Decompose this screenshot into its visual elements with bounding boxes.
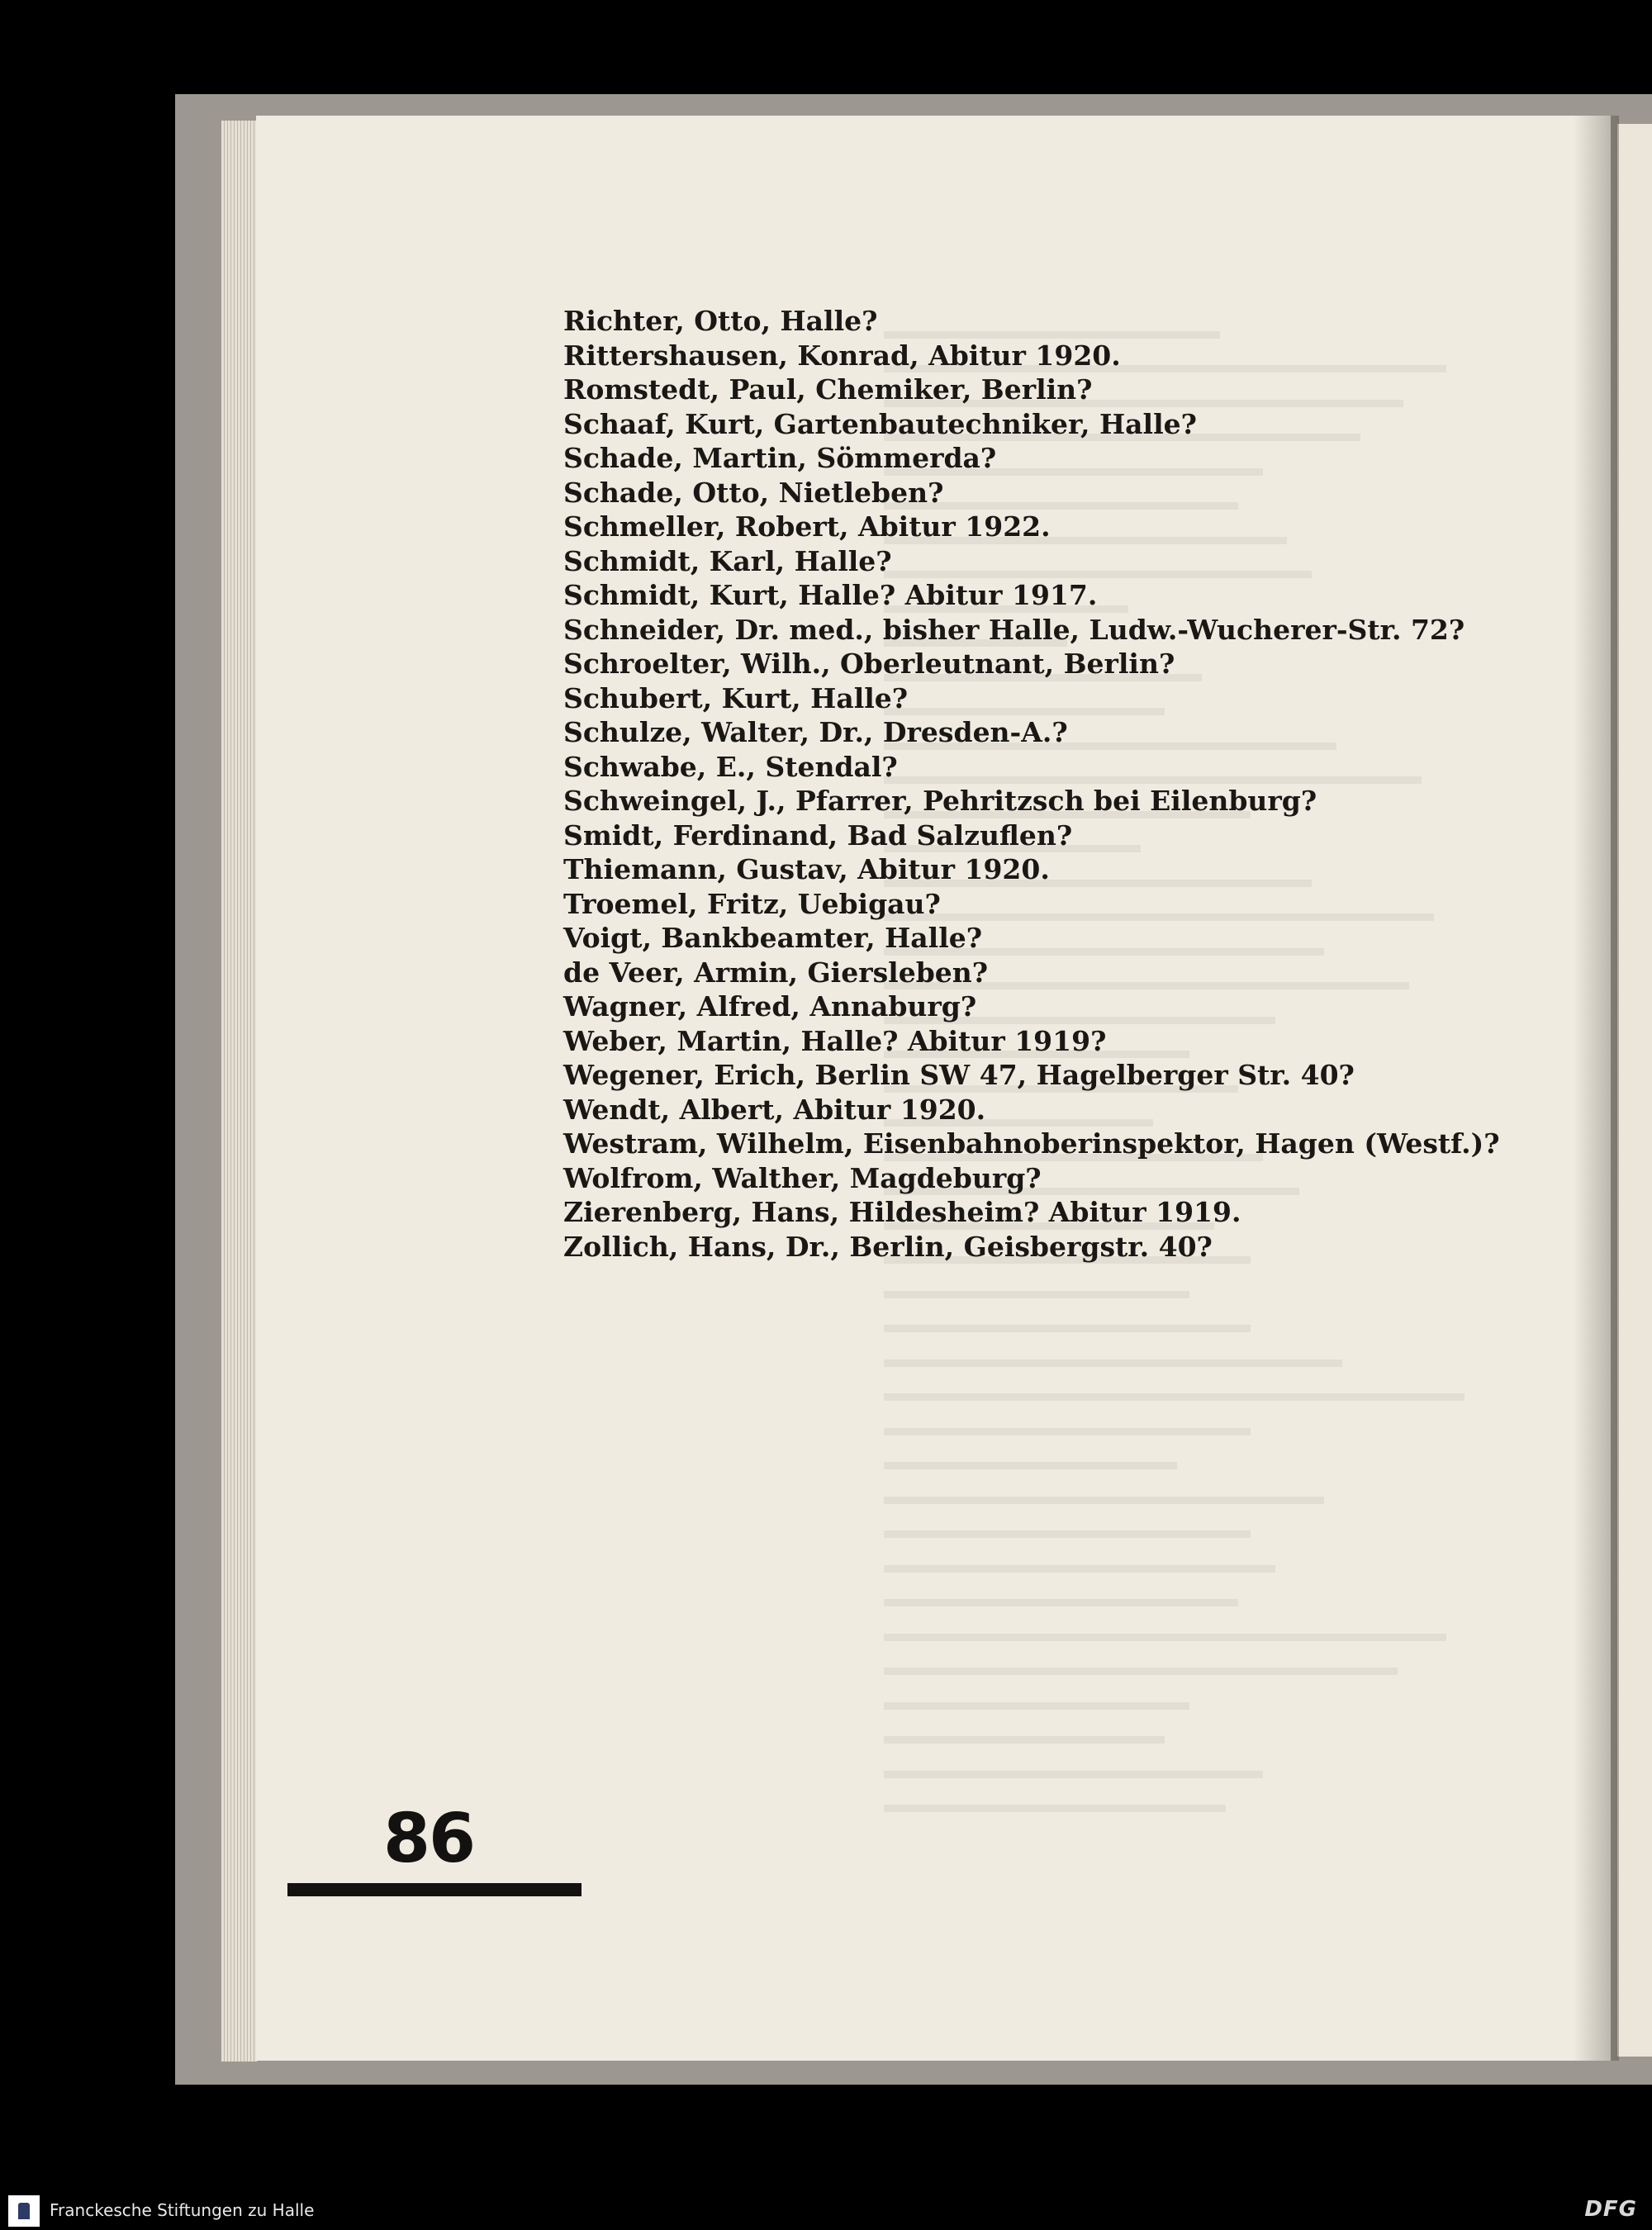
list-item: Schmeller, Robert, Abitur 1922.: [563, 510, 1051, 543]
list-item: Schaaf, Kurt, Gartenbautechniker, Halle?: [563, 407, 1197, 440]
show-through-line: [884, 1573, 1238, 1607]
list-item: Romstedt, Paul, Chemiker, Berlin?: [563, 373, 1093, 406]
page-edges: [221, 121, 258, 2062]
list-item: Schweingel, J., Pfarrer, Pehritzsch bei Eilenburg?: [563, 785, 1317, 817]
page-number: 86: [383, 1800, 475, 1878]
list-item: Schulze, Walter, Dr., Dresden-A.?: [563, 716, 1068, 748]
list-item: Voigt, Bankbeamter, Halle?: [563, 922, 983, 954]
show-through-line: [884, 1606, 1446, 1641]
show-through-line: [884, 1298, 1251, 1333]
entry-list: [563, 304, 1500, 1264]
list-item: Zollich, Hans, Dr., Berlin, Geisbergstr. 40?: [563, 1230, 1213, 1263]
list-item: Troemel, Fritz, Uebigau?: [563, 887, 941, 920]
footer-institution: Franckesche Stiftungen zu Halle: [50, 2200, 315, 2220]
list-item: Zierenberg, Hans, Hildesheim? Abitur 1919.: [563, 1196, 1241, 1228]
list-item: Wolfrom, Walther, Magdeburg?: [563, 1161, 1042, 1194]
show-through-line: [884, 1675, 1189, 1710]
list-item: de Veer, Armin, Giersleben?: [563, 956, 989, 989]
list-item: Rittershausen, Konrad, Abitur 1920.: [563, 339, 1121, 372]
show-through-line: [884, 1332, 1342, 1367]
show-through-line: [884, 1367, 1464, 1402]
next-page-edge: [1617, 124, 1652, 2057]
show-through-line: [884, 1401, 1251, 1435]
list-item: Schneider, Dr. med., bisher Halle, Ludw.-Wucherer-Str. 72?: [563, 613, 1465, 646]
show-through-line: [884, 1264, 1189, 1298]
list-item: Schubert, Kurt, Halle?: [563, 681, 909, 714]
show-through-line: [884, 1778, 1226, 1813]
list-item: Schade, Otto, Nietleben?: [563, 476, 944, 509]
show-through-line: [884, 1504, 1251, 1539]
show-through-line: [884, 1744, 1263, 1778]
show-through-line: [884, 1641, 1398, 1676]
show-through-line: [884, 1469, 1324, 1504]
list-item: Schade, Martin, Sömmerda?: [563, 442, 997, 474]
show-through-line: [884, 1538, 1275, 1573]
list-item: Wendt, Albert, Abitur 1920.: [563, 1093, 986, 1126]
list-item: Richter, Otto, Halle?: [563, 305, 878, 337]
list-item: Thiemann, Gustav, Abitur 1920.: [563, 853, 1050, 885]
funder-logo: DFG: [1584, 2197, 1637, 2222]
list-item: Smidt, Ferdinand, Bad Salzuflen?: [563, 818, 1073, 852]
show-through-line: [884, 1435, 1177, 1470]
list-item: Wagner, Alfred, Annaburg?: [563, 990, 977, 1022]
list-item: Wegener, Erich, Berlin SW 47, Hagelberger Str. 40?: [563, 1059, 1355, 1091]
list-item: Westram, Wilhelm, Eisenbahnoberinspektor, Hagen (Westf.)?: [563, 1127, 1500, 1160]
list-item: Schroelter, Wilh., Oberleutnant, Berlin?: [563, 648, 1175, 680]
list-item: Schwabe, E., Stendal?: [563, 750, 898, 783]
page-gutter: [1574, 116, 1619, 2061]
list-item: Schmidt, Karl, Halle?: [563, 544, 892, 577]
list-item: Schmidt, Kurt, Halle? Abitur 1917.: [563, 579, 1098, 611]
list-item: Weber, Martin, Halle? Abitur 1919?: [563, 1024, 1107, 1057]
show-through-line: [884, 1710, 1165, 1744]
footer-bar: [0, 2190, 1652, 2230]
page-number-rule: [287, 1883, 582, 1896]
institution-logo-icon: [8, 2195, 40, 2227]
